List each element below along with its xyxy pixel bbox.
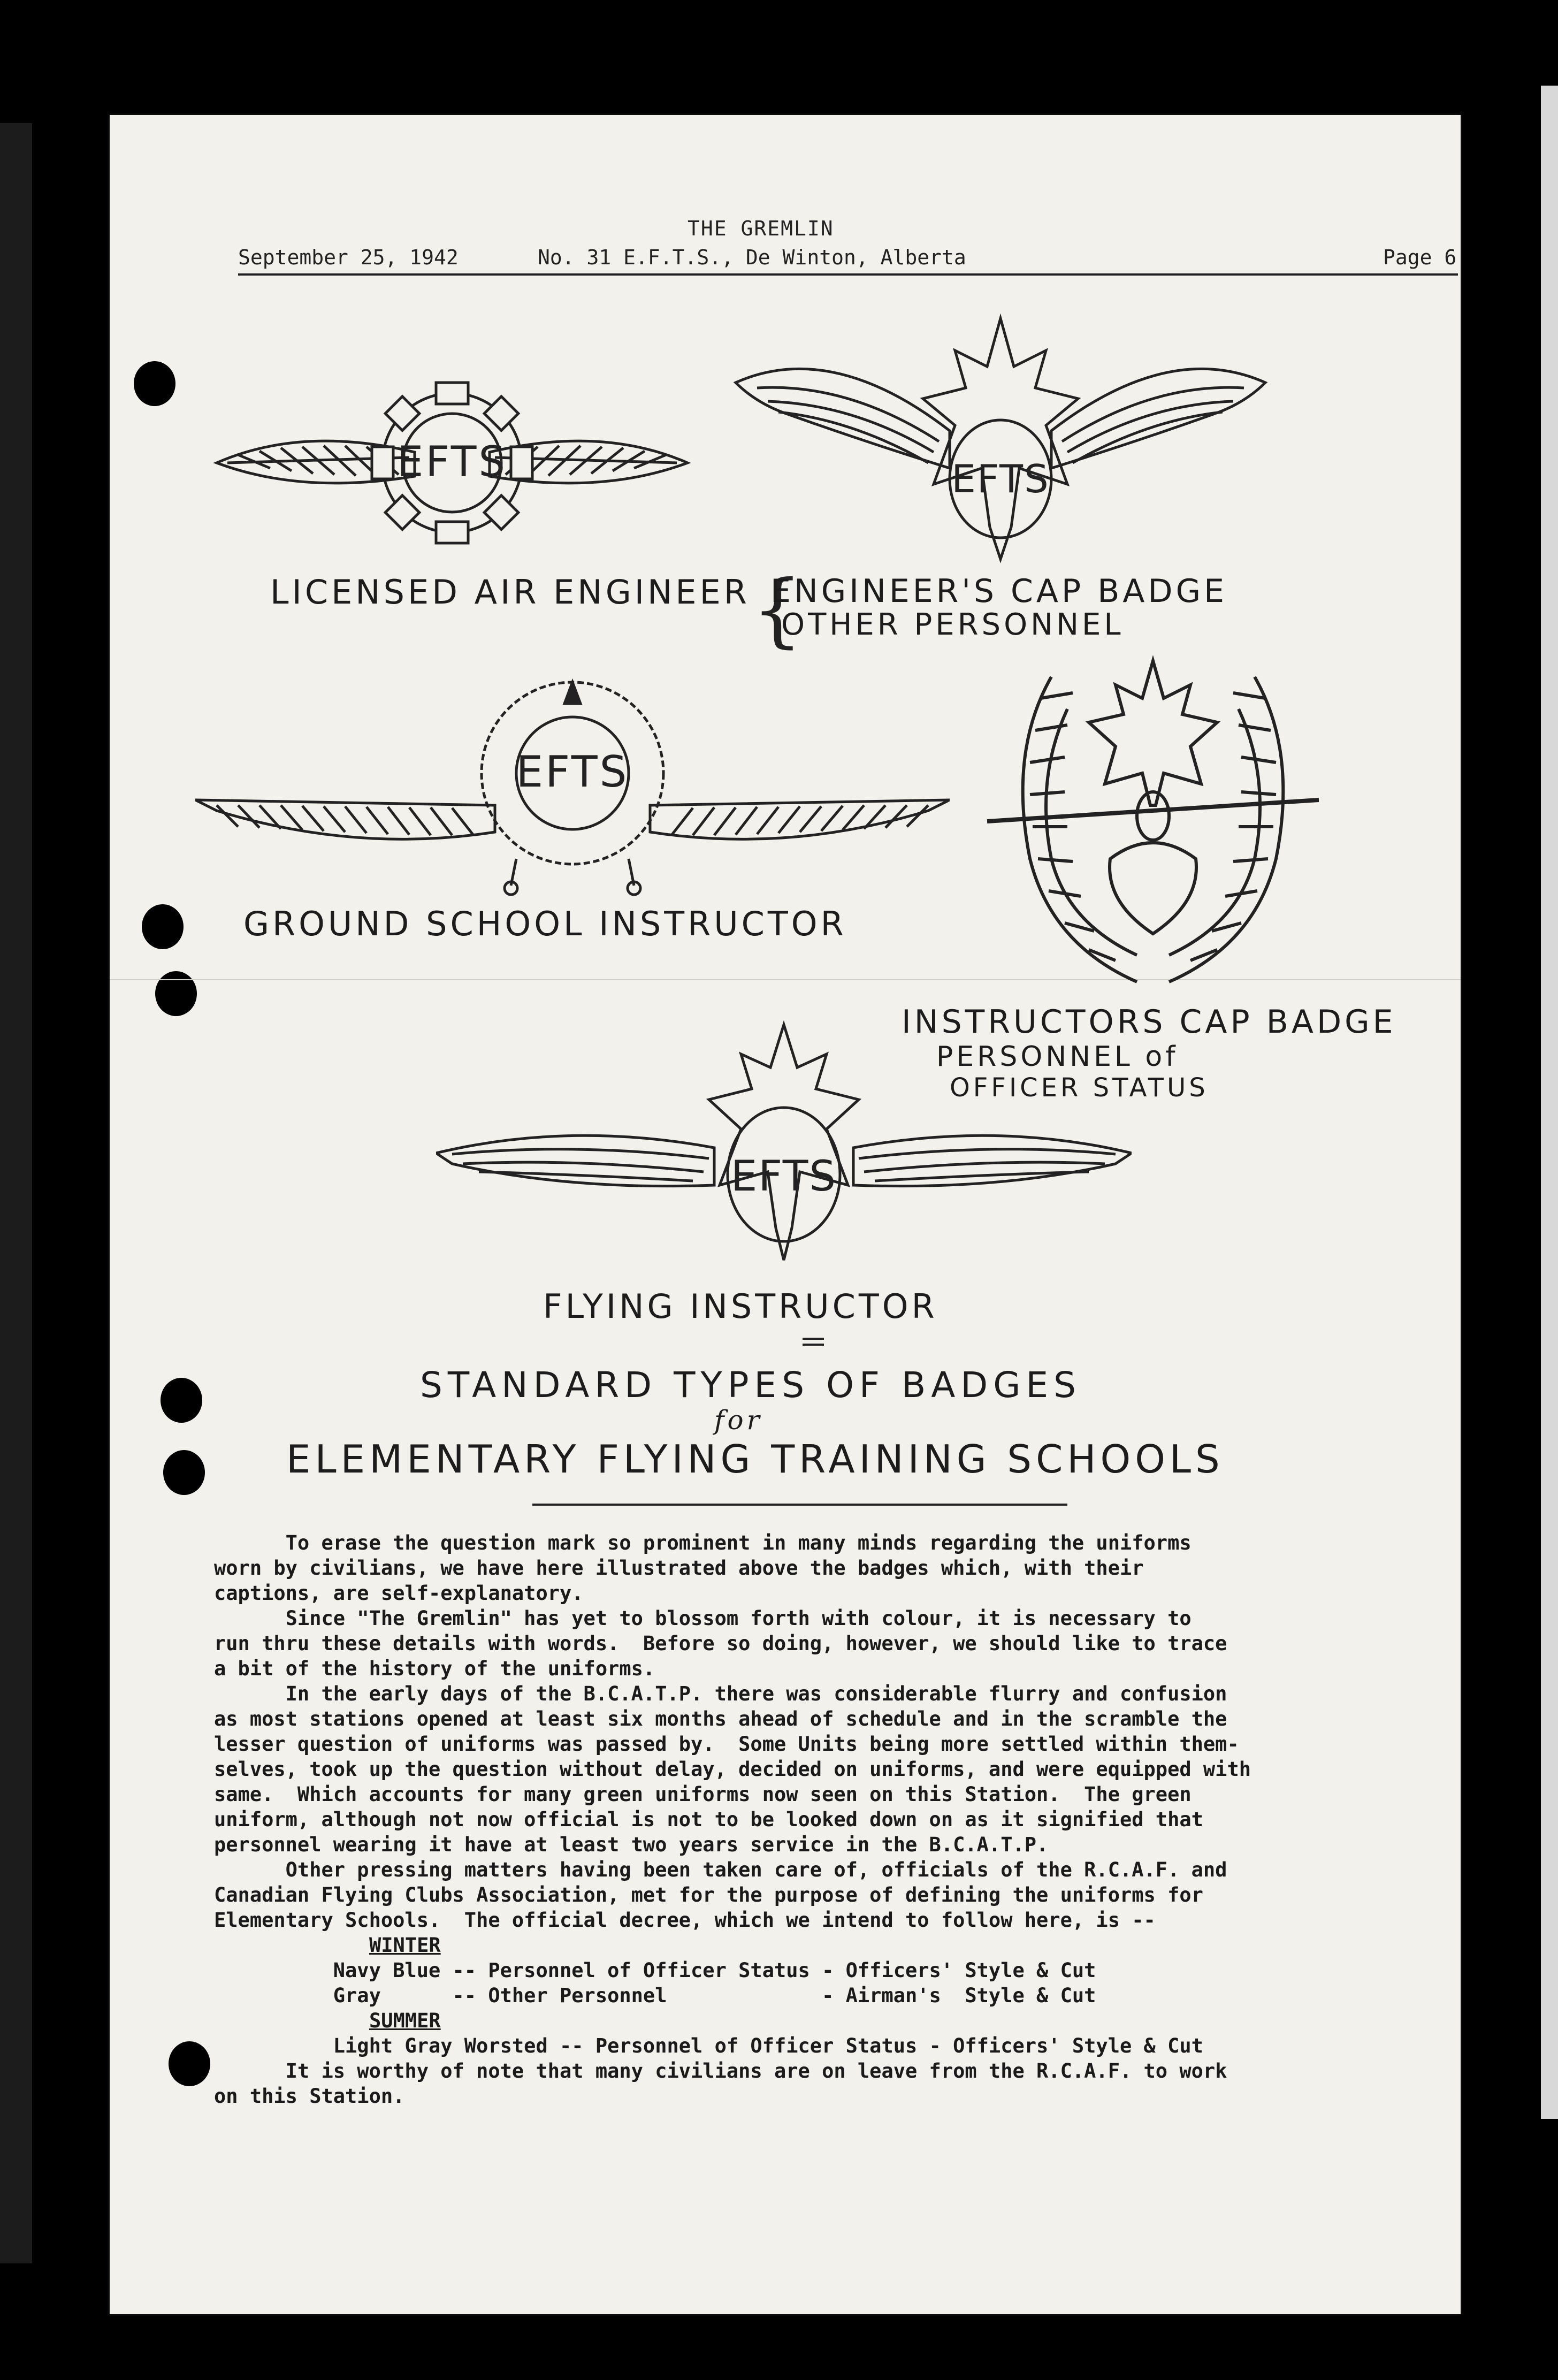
article-line: captions, are self-explanatory. xyxy=(214,1582,584,1605)
article-line: same. Which accounts for many green uniforms now seen on this Station. The green xyxy=(214,1783,1192,1806)
article-line: selves, took up the question without delay, decided on uniforms, and were equipped with xyxy=(214,1758,1251,1781)
closing-line: It is worthy of note that many civilians are on leave from the R.C.A.F. to work xyxy=(214,2059,1227,2082)
svg-text:EFTS: EFTS xyxy=(397,438,507,486)
heading-standard-types: STANDARD TYPES OF BADGES xyxy=(420,1364,1081,1406)
punch-hole-3 xyxy=(155,971,197,1016)
svg-text:EFTS: EFTS xyxy=(516,747,629,797)
equals-mark-1 xyxy=(803,1338,824,1340)
article-line: worn by civilians, we have here illustrated above the badges which, with their xyxy=(214,1557,1144,1580)
caption-engineers-cap-badge: ENGINEER'S CAP BADGE xyxy=(770,573,1228,610)
caption-licensed-air-engineer: LICENSED AIR ENGINEER xyxy=(270,573,750,612)
article-line: Canadian Flying Clubs Association, met for the purpose of defining the uniforms for xyxy=(214,1883,1203,1906)
heading-eft-schools: ELEMENTARY FLYING TRAINING SCHOOLS xyxy=(286,1437,1224,1482)
article-line: To erase the question mark so prominent in many minds regarding the uniforms xyxy=(214,1531,1192,1554)
article-line: as most stations opened at least six months ahead of schedule and in the scramble the xyxy=(214,1707,1227,1730)
punch-hole-1 xyxy=(134,361,175,406)
article-line: run thru these details with words. Before so doing, however, we should like to trace xyxy=(214,1632,1227,1655)
winter-label: WINTER xyxy=(369,1934,441,1957)
article-body xyxy=(214,1530,1450,2109)
flying-instructor-badge-icon xyxy=(436,1014,1132,1271)
caption-officer-status: OFFICER STATUS xyxy=(950,1073,1209,1103)
article-line: Other pressing matters having been taken care of, officials of the R.C.A.F. and xyxy=(214,1858,1227,1881)
engineers-cap-badge-icon xyxy=(725,308,1276,565)
punch-hole-4 xyxy=(161,1378,202,1423)
article-line: a bit of the history of the uniforms. xyxy=(214,1657,655,1680)
closing-line: on this Station. xyxy=(214,2085,405,2108)
issue-date: September 25, 1942 xyxy=(238,246,459,269)
newsletter-title: THE GREMLIN xyxy=(688,217,834,240)
equals-mark-2 xyxy=(803,1344,824,1346)
svg-text:EFTS: EFTS xyxy=(951,456,1050,501)
summer-row: Light Gray Worsted -- Personnel of Officer Status - Officers' Style & Cut xyxy=(214,2034,1203,2057)
summer-label: SUMMER xyxy=(369,2009,441,2032)
winter-row: Navy Blue -- Personnel of Officer Status - Officers' Style & Cut xyxy=(214,1959,1096,1982)
school-name: No. 31 E.F.T.S., De Winton, Alberta xyxy=(538,246,966,269)
caption-brace: { xyxy=(752,563,803,657)
punch-hole-6 xyxy=(169,2041,210,2086)
caption-instructors-cap-badge: INSTRUCTORS CAP BADGE xyxy=(902,1003,1396,1041)
heading-for: for xyxy=(714,1405,763,1436)
caption-other-personnel: OTHER PERSONNEL xyxy=(781,607,1124,642)
instructors-cap-badge-icon xyxy=(987,645,1319,987)
film-edge-left xyxy=(0,123,32,2263)
caption-flying-instructor: FLYING INSTRUCTOR xyxy=(543,1287,938,1326)
winter-row: Gray -- Other Personnel - Airman's Style & Cut xyxy=(214,1984,1096,2007)
ground-school-instructor-badge-icon xyxy=(195,661,950,896)
article-line: Since "The Gremlin" has yet to blossom forth with colour, it is necessary to xyxy=(214,1607,1192,1630)
heading-underline xyxy=(532,1504,1067,1506)
newsletter-page xyxy=(110,115,1461,2314)
article-line: personnel wearing it have at least two years service in the B.C.A.T.P. xyxy=(214,1833,1049,1856)
caption-personnel-of: PERSONNEL of xyxy=(936,1041,1179,1073)
article-line: In the early days of the B.C.A.T.P. there was considerable flurry and confusion xyxy=(214,1682,1227,1705)
header-row xyxy=(238,243,1458,276)
punch-hole-2 xyxy=(142,904,184,949)
film-edge-right xyxy=(1541,86,1558,2119)
page-number: Page 6 xyxy=(1383,246,1457,269)
licensed-air-engineer-badge-icon xyxy=(206,361,698,559)
article-line: lesser question of uniforms was passed by. Some Units being more settled within them- xyxy=(214,1733,1239,1756)
article-line: uniform, although not now official is not to be looked down on as it signified that xyxy=(214,1808,1203,1831)
punch-hole-5 xyxy=(163,1450,205,1495)
svg-text:EFTS: EFTS xyxy=(731,1153,837,1201)
article-line: Elementary Schools. The official decree, which we intend to follow here, is -- xyxy=(214,1909,1156,1932)
caption-ground-school-instructor: GROUND SCHOOL INSTRUCTOR xyxy=(243,904,847,943)
